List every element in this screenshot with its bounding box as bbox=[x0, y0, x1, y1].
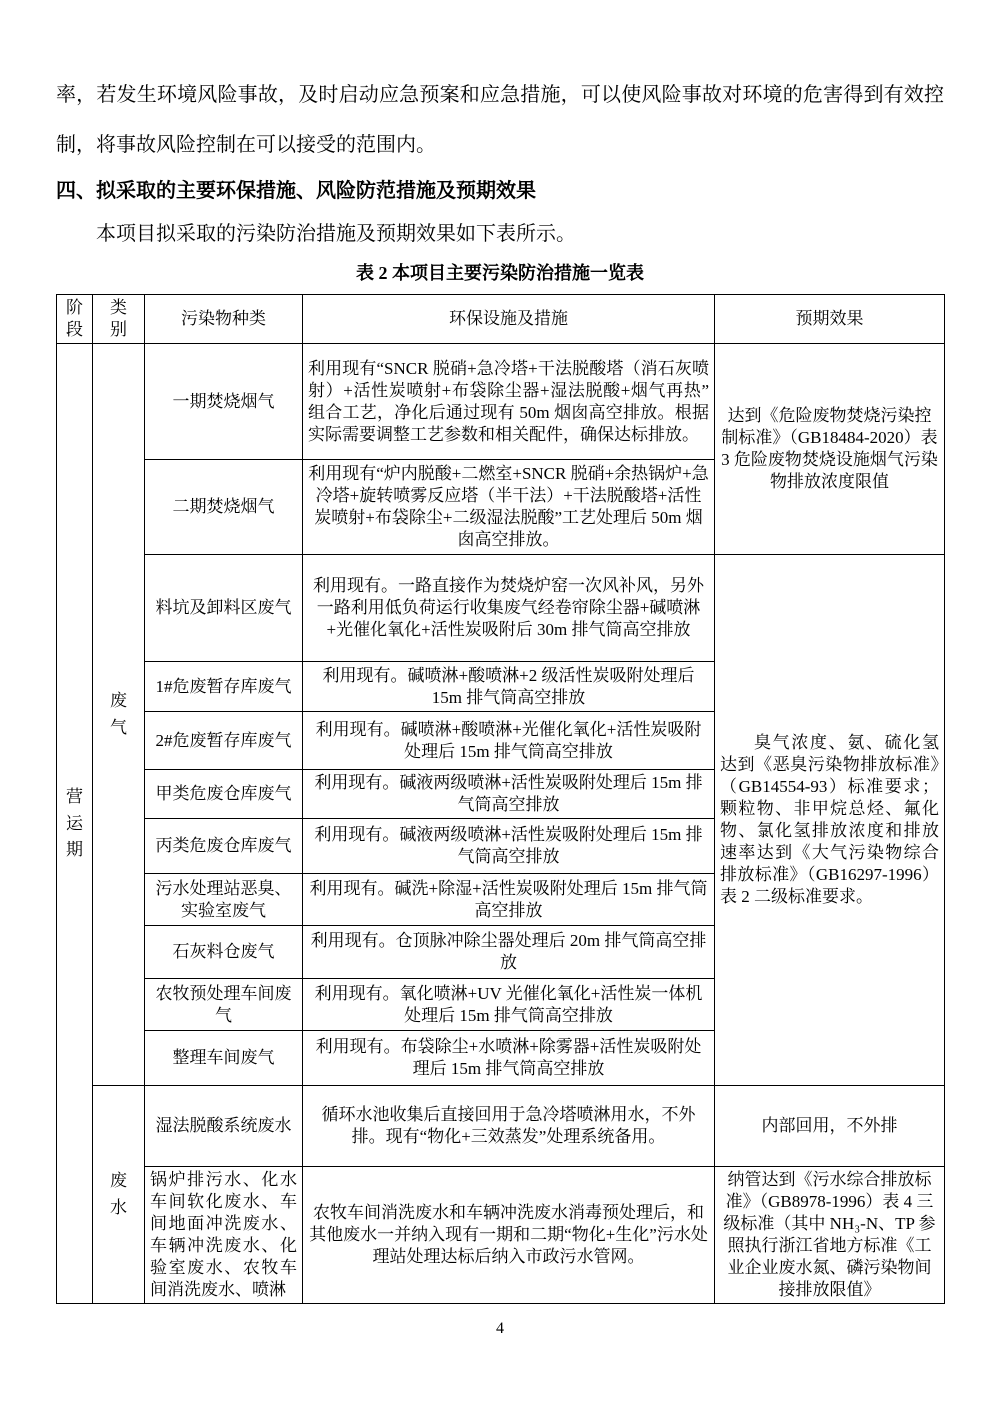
header-pollutant: 污染物种类 bbox=[145, 295, 303, 344]
header-effect: 预期效果 bbox=[715, 295, 945, 344]
pollution-measures-table bbox=[56, 294, 945, 1304]
pollutant-cell: 石灰料仓废气 bbox=[145, 926, 303, 979]
category-water-cell: 废水 bbox=[93, 1086, 145, 1304]
measures-cell: 利用现有。碱液两级喷淋+活性炭吸附处理后 15m 排气筒高空排放 bbox=[303, 819, 715, 874]
header-stage: 阶段 bbox=[57, 295, 93, 344]
table-row bbox=[57, 344, 945, 460]
effect-sewer-cell: 纳管达到《污水综合排放标准》（GB8978-1996）表 4 三级标准（其中 NH₃-N、TP 参照执行浙江省地方标准《工业企业废水氮、磷污染物间接排放限值》 bbox=[715, 1167, 945, 1304]
measures-cell: 利用现有“炉内脱酸+二燃室+SNCR 脱硝+余热锅炉+急冷塔+旋转喷雾反应塔（半干法）+干法脱酸塔+活性炭喷射+布袋除尘+二级湿法脱酸”工艺处理后 50m 烟囱高空排放。 bbox=[303, 460, 715, 555]
pollutant-cell: 污水处理站恶臭、实验室废气 bbox=[145, 874, 303, 926]
measures-cell: 利用现有。布袋除尘+水喷淋+除雾器+活性炭吸附处理后 15m 排气筒高空排放 bbox=[303, 1031, 715, 1086]
table-title: 表 2 本项目主要污染防治措施一览表 bbox=[356, 263, 644, 283]
pollutant-cell: 2#危废暂存库废气 bbox=[145, 712, 303, 770]
header-category: 类别 bbox=[93, 295, 145, 344]
section-heading: 四、拟采取的主要环保措施、风险防范措施及预期效果 bbox=[56, 180, 536, 202]
pollutant-cell: 料坑及卸料区废气 bbox=[145, 555, 303, 662]
stage-cell: 营运期 bbox=[57, 344, 93, 1304]
effect-incineration-cell: 达到《危险废物焚烧污染控制标准》（GB18484-2020）表 3 危险废物焚烧设施烟气污染物排放浓度限值 bbox=[715, 344, 945, 555]
pollutant-cell: 农牧预处理车间废气 bbox=[145, 979, 303, 1031]
table-header-row bbox=[57, 295, 945, 344]
pollutant-cell: 甲类危废仓库废气 bbox=[145, 770, 303, 819]
table-row bbox=[57, 1167, 945, 1304]
pollutant-cell: 1#危废暂存库废气 bbox=[145, 662, 303, 712]
pollutant-cell: 锅炉排污水、化水车间软化废水、车间地面冲洗废水、车辆冲洗废水、化验室废水、农牧车间消洗废水、喷淋 bbox=[145, 1167, 303, 1304]
measures-cell: 利用现有。一路直接作为焚烧炉窑一次风补风，另外一路利用低负荷运行收集废气经卷帘除尘器+碱喷淋+光催化氧化+活性炭吸附后 30m 排气筒高空排放 bbox=[303, 555, 715, 662]
pollutant-cell: 一期焚烧烟气 bbox=[145, 344, 303, 460]
intro-paragraph: 率，若发生环境风险事故，及时启动应急预案和应急措施，可以使风险事故对环境的危害得到有效控制，将事故风险控制在可以接受的范围内。 bbox=[56, 84, 944, 156]
measures-cell: 农牧车间消洗废水和车辆冲洗废水消毒预处理后，和其他废水一并纳入现有一期和二期“物化+生化”污水处理站处理达标后纳入市政污水管网。 bbox=[303, 1167, 715, 1304]
pollutant-cell: 丙类危废仓库废气 bbox=[145, 819, 303, 874]
pollutant-cell: 湿法脱酸系统废水 bbox=[145, 1086, 303, 1167]
page-number: 4 bbox=[496, 1320, 504, 1338]
pollutant-cell: 二期焚烧烟气 bbox=[145, 460, 303, 555]
category-gas-cell: 废气 bbox=[93, 344, 145, 1086]
table-row bbox=[57, 555, 945, 662]
measures-cell: 利用现有。碱液两级喷淋+活性炭吸附处理后 15m 排气筒高空排放 bbox=[303, 770, 715, 819]
measures-cell: 利用现有。碱喷淋+酸喷淋+光催化氧化+活性炭吸附处理后 15m 排气筒高空排放 bbox=[303, 712, 715, 770]
table-row bbox=[57, 1086, 945, 1167]
measures-cell: 利用现有。碱喷淋+酸喷淋+2 级活性炭吸附处理后 15m 排气筒高空排放 bbox=[303, 662, 715, 712]
measures-cell: 利用现有。氧化喷淋+UV 光催化氧化+活性炭一体机处理后 15m 排气筒高空排放 bbox=[303, 979, 715, 1031]
measures-cell: 利用现有。碱洗+除湿+活性炭吸附处理后 15m 排气筒高空排放 bbox=[303, 874, 715, 926]
effect-reuse-cell: 内部回用，不外排 bbox=[715, 1086, 945, 1167]
effect-odor-cell: 臭气浓度、氨、硫化氢达到《恶臭污染物排放标准》（GB14554-93）标准要求；颗粒物、非甲烷总烃、氟化物、氯化氢排放浓度和排放速率达到《大气污染物综合排放标准》（GB16297-1996）表 2 二级标准要求。 bbox=[715, 555, 945, 1086]
measures-cell: 利用现有。仓顶脉冲除尘器处理后 20m 排气筒高空排放 bbox=[303, 926, 715, 979]
intro-paragraph-2: 本项目拟采取的污染防治措施及预期效果如下表所示。 bbox=[96, 223, 576, 245]
header-measures: 环保设施及措施 bbox=[303, 295, 715, 344]
measures-cell: 循环水池收集后直接回用于急冷塔喷淋用水，不外排。现有“物化+三效蒸发”处理系统备用。 bbox=[303, 1086, 715, 1167]
measures-cell: 利用现有“SNCR 脱硝+急冷塔+干法脱酸塔（消石灰喷射）+活性炭喷射+布袋除尘器+湿法脱酸+烟气再热”组合工艺，净化后通过现有 50m 烟囱高空排放。根据实际需要调整工艺参数和相关配件，确保达标排放。 bbox=[303, 344, 715, 460]
pollutant-cell: 整理车间废气 bbox=[145, 1031, 303, 1086]
